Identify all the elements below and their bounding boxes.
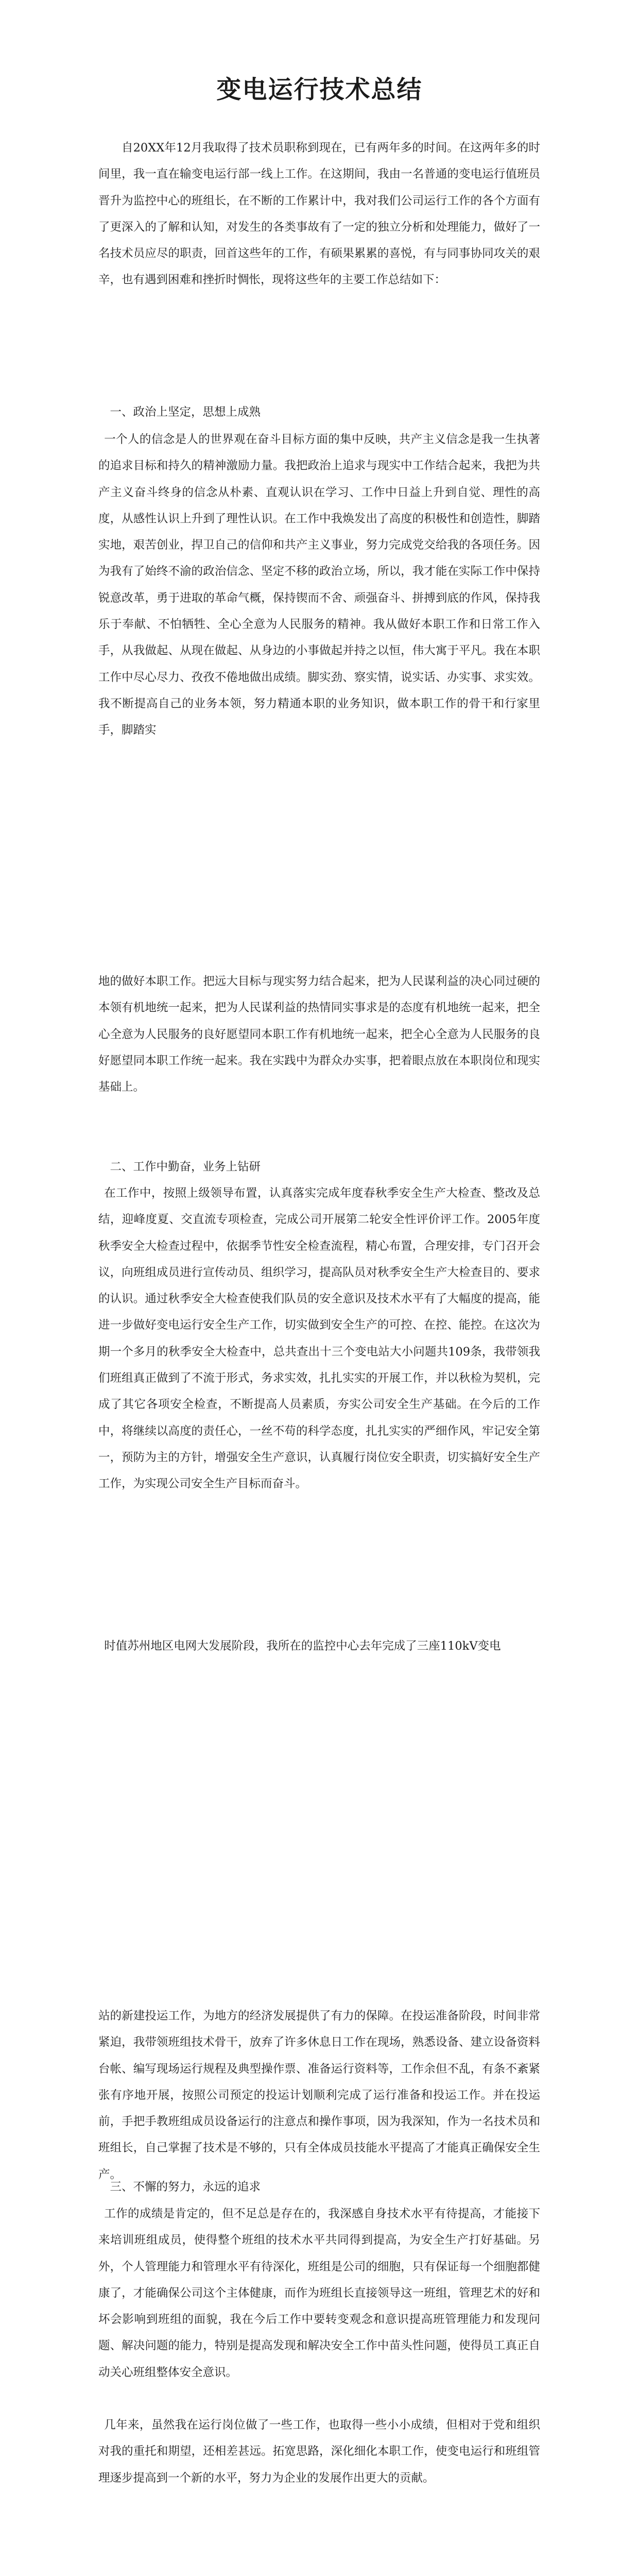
- body-paragraph: 工作的成绩是肯定的，但不足总是存在的，我深感自身技术水平有待提高，才能接下来培训班组成员，使得整个班组的技术水平共同得到提高，为安全生产打好基础。另外，个人管理能力和管理水平有待深化，班组是公司的细胞，只有保证每一个细胞都健康了，才能确保公司这个主体健康，而作为班组长直接领导这一班组，管理艺术的好和坏会影响到班组的面貌，我在今后工作中要转变观念和意识提高班管理能力和发现问题、解决问题的能力，特别是提高发现和解决安全工作中苗头性问题，使得员工真正自动关心班组整体安全意识。: [98, 2207, 540, 2379]
- document-title: 变电运行技术总结: [216, 75, 423, 104]
- body-paragraph: 一个人的信念是人的世界观在奋斗目标方面的集中反映，共产主义信念是我一生执著的追求目标和持久的精神激励力量。我把政治上追求与现实中工作结合起来，我把为共产主义奋斗终身的信念从朴素、直观认识在学习、工作中日益上升到自觉、理性的高度，从感性认识上升到了理性认识。在工作中我焕发出了高度的积极性和创造性，脚踏实地，艰苦创业，捍卫自己的信仰和共产主义事业，努力完成党交给我的各项任务。因为我有了始终不渝的政治信念、坚定不移的政治立场，所以，我才能在实际工作中保持锐意改革，勇于进取的革命气概，保持锲而不舍、顽强奋斗、拼搏到底的作风，保持我乐于奉献、不怕牺牲、全心全意为人民服务的精神。我从做好本职工作和日常工作入手，从我做起、从现在做起、从身边的小事做起并持之以恒，伟大寓于平凡。我在本职工作中尽心尽力、孜孜不倦地做出成绩。脚实劲、察实情，说实话、办实事、求实效。我不断提高自己的业务本领，努力精通本职的业务知识，做本职工作的骨干和行家里手，脚踏实: [98, 433, 540, 737]
- section-heading-3: 三、不懈的努力，永远的追求: [110, 2180, 261, 2194]
- section-heading-2: 二、工作中勤奋，业务上钻研: [110, 1160, 261, 1174]
- body-paragraph: 地的做好本职工作。把远大目标与现实努力结合起来，把为人民谋利益的决心同过硬的本领有机地统一起来，把为人民谋利益的热情同实事求是的态度有机地统一起来，把全心全意为人民服务的良好愿望同本职工作有机地统一起来，把全心全意为人民服务的良好愿望同本职工作统一起来。我在实践中为群众办实事，把着眼点放在本职岗位和现实基础上。: [98, 975, 540, 1094]
- body-paragraph: 时值苏州地区电网大发展阶段，我所在的监控中心去年完成了三座110kV变电: [104, 1639, 501, 1653]
- section-heading-1: 一、政治上坚定，思想上成熟: [110, 405, 261, 419]
- intro-paragraph: 自20XX年12月我取得了技术员职称到现在，已有两年多的时间。在这两年多的时间里，我一直在输变电运行部一线上工作。在这期间，我由一名普通的变电运行值班员晋升为监控中心的班组长，在不断的工作累计中，我对我们公司运行工作的各个方面有了更深入的了解和认知，对发生的各类事故有了一定的独立分析和处理能力，做好了一名技术员应尽的职责，回首这些年的工作，有硕果累累的喜悦，有与同事协同攻关的艰辛，也有遇到困难和挫折时惆怅，现将这些年的主要工作总结如下：: [98, 141, 540, 287]
- closing-paragraph: 几年来，虽然我在运行岗位做了一些工作，也取得一些小小成绩，但相对于党和组织对我的重托和期望，还相差甚远。拓宽思路，深化细化本职工作，使变电运行和班组管理逐步提高到一个新的水平，努力为企业的发展作出更大的贡献。: [98, 2418, 540, 2485]
- body-paragraph: 在工作中，按照上级领导布置，认真落实完成年度春秋季安全生产大检查、整改及总结，迎峰度夏、交直流专项检查，完成公司开展第二轮安全性评价评工作。2005年度秋季安全大检查过程中，依据季节性安全检查流程，精心布置，合理安排，专门召开会议，向班组成员进行宣传动员、组织学习，提高队员对秋季安全生产大检查目的、要求的认识。通过秋季安全大检查使我们队员的安全意识及技术水平有了大幅度的提高，能进一步做好变电运行安全生产工作，切实做到安全生产的可控、在控、能控。在这次为期一个多月的秋季安全大检查中，总共查出十三个变电站大小问题共109条，我带领我们班组真正做到了不流于形式，务求实效，扎扎实实的开展工作，并以秋检为契机，完成了其它各项安全检查，不断提高人员素质，夯实公司安全生产基础。在今后的工作中，将继续以高度的责任心，一丝不苟的科学态度，扎扎实实的严细作风，牢记安全第一，预防为主的方针，增强安全生产意识，认真履行岗位安全职责，切实搞好安全生产工作，为实现公司安全生产目标而奋斗。: [98, 1187, 540, 1491]
- body-paragraph: 站的新建投运工作，为地方的经济发展提供了有力的保障。在投运准备阶段，时间非常紧迫，我带领班组技术骨干，放弃了许多休息日工作在现场，熟悉设备、建立设备资料台帐、编写现场运行规程及典型操作票、准备运行资料等，工作余但不乱，有条不紊紧张有序地开展，按照公司预定的投运计划顺利完成了运行准备和投运工作。并在投运前，手把手教班组成员设备运行的注意点和操作事项，因为我深知，作为一名技术员和班组长，自己掌握了技术是不够的，只有全体成员技能水平提高了才能真正确保安全生产。: [98, 2009, 540, 2181]
